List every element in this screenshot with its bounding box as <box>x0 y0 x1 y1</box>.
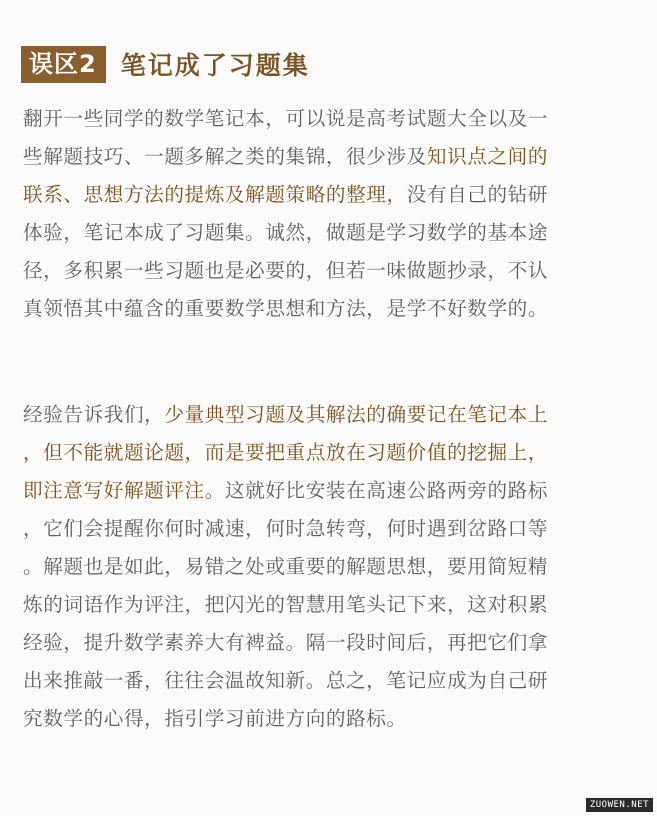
paragraph-line: 。解题也是如此，易错之处或重要的解题思想，要用简短精 <box>23 555 549 578</box>
paragraph-line: 体验，笔记本成了习题集。诚然，做题是学习数学的基本途 <box>23 221 549 244</box>
text-span: ，没有自己的钻研 <box>386 183 549 206</box>
paragraph-line <box>23 138 635 176</box>
section-title: 笔记成了习题集 <box>120 51 310 80</box>
highlighted-text: 少量典型习题及其解法的确要记在笔记本上 <box>164 403 549 426</box>
watermark-logo: ZUOWEN.NET <box>586 798 653 812</box>
paragraph-2 <box>23 396 635 738</box>
paragraph-1 <box>23 100 635 328</box>
text-span: 。这就好比安装在高速公路两旁的路标 <box>204 479 549 502</box>
paragraph-line <box>23 176 635 214</box>
section-heading <box>21 44 310 84</box>
paragraph-line: 径，多积累一些习题也是必要的，但若一味做题抄录，不认 <box>23 259 549 282</box>
paragraph-line: 经验，提升数学素养大有裨益。隔一段时间后，再把它们拿 <box>23 631 549 654</box>
highlighted-text: 知识点之间的 <box>426 145 549 168</box>
paragraph-line <box>23 396 635 434</box>
paragraph-line: 炼的词语作为评注，把闪光的智慧用笔头记下来，这对积累 <box>23 593 549 616</box>
paragraph-line: ，但不能就题论题，而是要把重点放在习题价值的挖掘上， <box>23 441 549 464</box>
text-span: 些解题技巧、一题多解之类的集锦，很少涉及 <box>23 145 427 168</box>
paragraph-line: 翻开一些同学的数学笔记本，可以说是高考试题大全以及一 <box>23 107 549 130</box>
paragraph-line: 究数学的心得，指引学习前进方向的路标。 <box>23 707 407 730</box>
highlighted-text: 即注意写好解题评注 <box>23 479 205 502</box>
highlighted-text: 联系、思想方法的提炼及解题策略的整理 <box>23 183 387 206</box>
paragraph-line: 真领悟其中蕴含的重要数学思想和方法，是学不好数学的。 <box>23 297 549 320</box>
paragraph-line: 出来推敲一番，往往会温故知新。总之，笔记应成为自己研 <box>23 669 549 692</box>
text-span: 经验告诉我们， <box>23 403 165 426</box>
paragraph-line: ，它们会提醒你何时减速，何时急转弯，何时遇到岔路口等 <box>23 517 549 540</box>
paragraph-line <box>23 472 635 510</box>
section-tag: 误区2 <box>21 46 106 83</box>
